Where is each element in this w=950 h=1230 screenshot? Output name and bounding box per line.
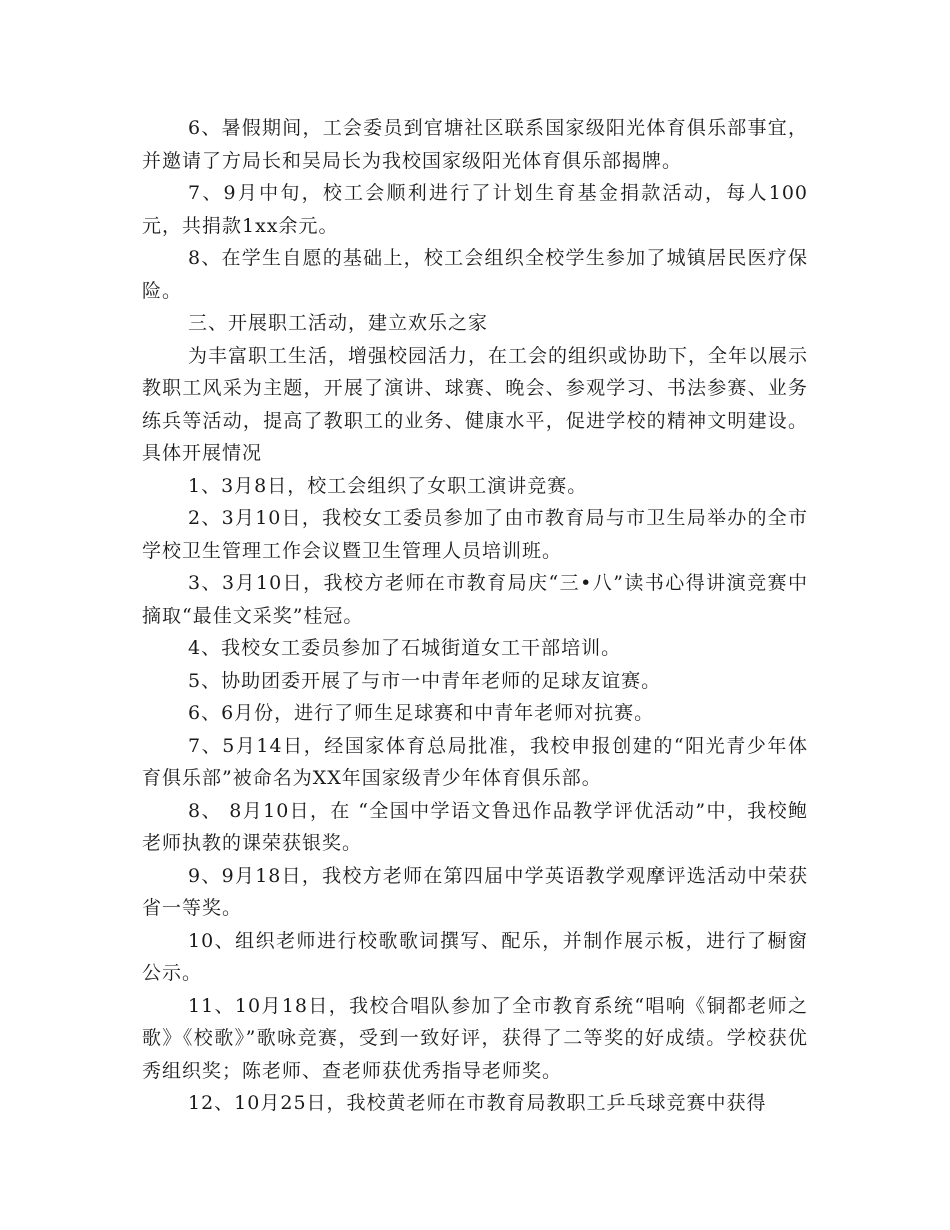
- paragraph: 3、3月10日，我校方老师在市教育局庆“三•八”读书心得讲演竞赛中摘取“最佳文采奖”桂冠。: [142, 572, 808, 627]
- paragraph: 8、在学生自愿的基础上，校工会组织全校学生参加了城镇居民医疗保险。: [142, 247, 808, 302]
- paragraph: 5、协助团委开展了与市一中青年老师的足球友谊赛。: [188, 669, 662, 692]
- paragraph: 2、3月10日，我校女工委员参加了由市教育局与市卫生局举办的全市学校卫生管理工作会议暨卫生管理人员培训班。: [142, 507, 808, 562]
- paragraph: 12、10月25日，我校黄老师在市教育局教职工乒乓球竞赛中获得: [188, 1092, 767, 1114]
- paragraph: 11、10月18日，我校合唱队参加了全市教育系统“唱响《铜都老师之歌》《校歌》”歌咏竞赛，受到一致好评，获得了二等奖的好成绩。学校获优秀组织奖；陈老师、查老师获优秀指导老师奖。: [142, 994, 808, 1082]
- paragraph: 1、3月8日，校工会组织了女职工演讲竞赛。: [188, 474, 588, 497]
- paragraph: 为丰富职工生活，增强校园活力，在工会的组织或协助下，全年以展示教职工风采为主题，开展了演讲、球赛、晚会、参观学习、书法参赛、业务练兵等活动，提高了教职工的业务、健康水平，促进学校的精神文明建设。具体开展情况: [142, 344, 809, 464]
- document-body: [142, 112, 808, 1120]
- section-heading: 三、开展职工活动，建立欢乐之家: [188, 312, 489, 334]
- paragraph: 7、9月中旬，校工会顺利进行了计划生育基金捐款活动，每人100元，共捐款1xx余元。: [142, 182, 808, 237]
- paragraph: 6、暑假期间，工会委员到官塘社区联系国家级阳光体育俱乐部事宜，并邀请了方局长和吴局长为我校国家级阳光体育俱乐部揭牌。: [142, 117, 808, 172]
- paragraph: 10、组织老师进行校歌歌词撰写、配乐，并制作展示板，进行了橱窗公示。: [142, 929, 808, 984]
- paragraph: 8、 8月10日，在 “全国中学语文鲁迅作品教学评优活动”中，我校鲍老师执教的课荣获银奖。: [142, 799, 808, 854]
- paragraph: 6、6月份，进行了师生足球赛和中青年老师对抗赛。: [188, 702, 655, 724]
- paragraph: 4、我校女工委员参加了石城街道女工干部培训。: [188, 637, 622, 659]
- paragraph: 7、5月14日，经国家体育总局批准，我校申报创建的“阳光青少年体育俱乐部”被命名为XX年国家级青少年体育俱乐部。: [142, 734, 808, 789]
- paragraph: 9、9月18日，我校方老师在第四届中学英语教学观摩评选活动中荣获省一等奖。: [142, 864, 808, 919]
